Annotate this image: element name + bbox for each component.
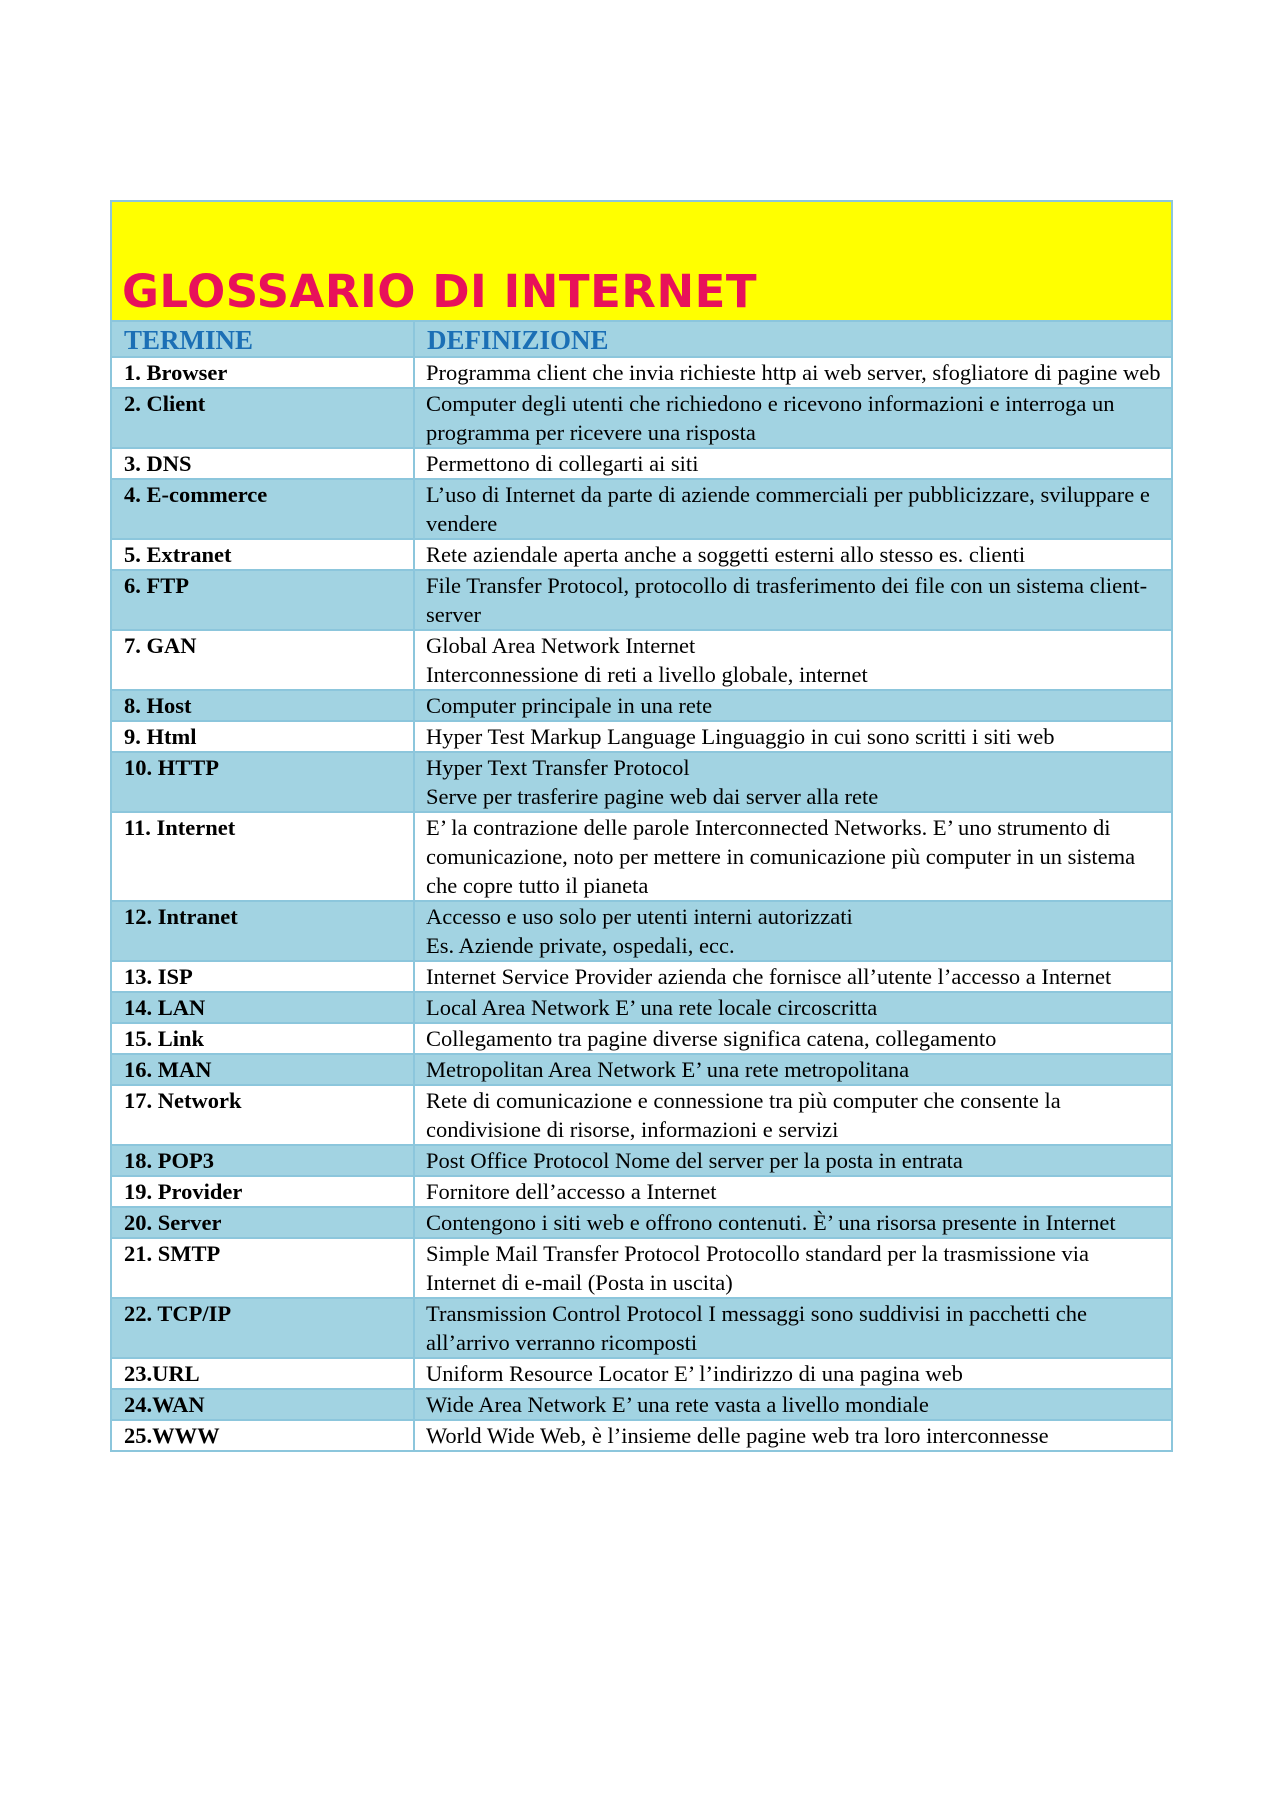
table-row [111, 721, 1172, 752]
table-row [111, 961, 1172, 992]
definition-column-header: DEFINIZIONE [414, 321, 1172, 357]
term-cell: 9. Html [111, 721, 414, 752]
term-cell: 2. Client [111, 388, 414, 448]
term-cell: 22. TCP/IP [111, 1298, 414, 1358]
table-row [111, 1145, 1172, 1176]
term-cell: 7. GAN [111, 630, 414, 690]
term-column-header: TERMINE [111, 321, 414, 357]
table-row [111, 479, 1172, 539]
definition-cell [414, 901, 1172, 961]
definition-text: L’uso di Internet da parte di aziende commerciali per pubblicizzare, sviluppare e vendere [426, 482, 1150, 536]
definition-text: Global Area Network Internet [426, 633, 696, 658]
definition-text: Uniform Resource Locator E’ l’indirizzo di una pagina web [426, 1361, 963, 1386]
definition-cell [414, 539, 1172, 570]
title-row [111, 201, 1172, 321]
definition-cell [414, 1420, 1172, 1451]
definition-text: Metropolitan Area Network E’ una rete metropolitana [426, 1057, 910, 1082]
table-row [111, 1085, 1172, 1145]
term-cell: 6. FTP [111, 570, 414, 630]
term-cell: 18. POP3 [111, 1145, 414, 1176]
definition-cell [414, 1389, 1172, 1420]
page-title: GLOSSARIO DI INTERNET [122, 265, 758, 318]
definition-text: Fornitore dell’accesso a Internet [426, 1179, 717, 1204]
table-row [111, 448, 1172, 479]
term-cell: 10. HTTP [111, 752, 414, 812]
definition-text: Computer principale in una rete [426, 693, 713, 718]
term-cell: 21. SMTP [111, 1238, 414, 1298]
definition-text: File Transfer Protocol, protocollo di trasferimento dei file con un sistema client-server [426, 573, 1148, 627]
table-row [111, 1207, 1172, 1238]
term-cell: 15. Link [111, 1023, 414, 1054]
term-cell: 12. Intranet [111, 901, 414, 961]
term-cell: 5. Extranet [111, 539, 414, 570]
definition-cell [414, 1238, 1172, 1298]
table-row [111, 992, 1172, 1023]
definition-cell [414, 752, 1172, 812]
table-row [111, 630, 1172, 690]
definition-cell [414, 690, 1172, 721]
definition-cell [414, 630, 1172, 690]
definition-text: Post Office Protocol Nome del server per la posta in entrata [426, 1148, 963, 1173]
table-row [111, 752, 1172, 812]
term-cell: 13. ISP [111, 961, 414, 992]
definition-text: World Wide Web, è l’insieme delle pagine web tra loro interconnesse [426, 1423, 1049, 1448]
table-row [111, 539, 1172, 570]
definition-text: Collegamento tra pagine diverse significa catena, collegamento [426, 1026, 997, 1051]
definition-text: Programma client che invia richieste http ai web server, sfogliatore di pagine web [426, 360, 1161, 385]
term-cell: 16. MAN [111, 1054, 414, 1085]
table-row [111, 1389, 1172, 1420]
term-cell: 19. Provider [111, 1176, 414, 1207]
definition-cell [414, 357, 1172, 388]
definition-cell [414, 1085, 1172, 1145]
definition-text: Accesso e uso solo per utenti interni autorizzati [426, 904, 853, 929]
definition-text: Wide Area Network E’ una rete vasta a livello mondiale [426, 1392, 929, 1417]
table-row [111, 901, 1172, 961]
definition-cell [414, 1023, 1172, 1054]
definition-text: Contengono i siti web e offrono contenuti. È’ una risorsa presente in Internet [426, 1210, 1116, 1235]
term-cell: 3. DNS [111, 448, 414, 479]
definition-cell [414, 1207, 1172, 1238]
table-row [111, 1358, 1172, 1389]
term-cell: 17. Network [111, 1085, 414, 1145]
definition-cell [414, 448, 1172, 479]
table-row [111, 570, 1172, 630]
table-row [111, 812, 1172, 901]
definition-cell [414, 721, 1172, 752]
table-row [111, 357, 1172, 388]
term-cell: 23.URL [111, 1358, 414, 1389]
definition-text: Internet Service Provider azienda che fornisce all’utente l’accesso a Internet [426, 964, 1112, 989]
glossary-table [110, 200, 1173, 1452]
definition-cell [414, 1358, 1172, 1389]
definition-text: Rete di comunicazione e connessione tra più computer che consente la condivisione di risorse, informazioni e servizi [426, 1088, 1061, 1142]
term-cell: 24.WAN [111, 1389, 414, 1420]
term-cell: 8. Host [111, 690, 414, 721]
term-cell: 20. Server [111, 1207, 414, 1238]
definition-text: Transmission Control Protocol I messaggi sono suddivisi in pacchetti che all’arrivo verranno ricomposti [426, 1301, 1088, 1355]
definition-cell [414, 479, 1172, 539]
definition-text: Local Area Network E’ una rete locale circoscritta [426, 995, 878, 1020]
term-cell: 1. Browser [111, 357, 414, 388]
definition-cell [414, 812, 1172, 901]
term-cell: 14. LAN [111, 992, 414, 1023]
definition-cell [414, 1176, 1172, 1207]
definition-text-line-2: Interconnessione di reti a livello globale, internet [426, 662, 868, 687]
definition-cell [414, 1145, 1172, 1176]
definition-cell [414, 570, 1172, 630]
definition-text: Hyper Test Markup Language Linguaggio in cui sono scritti i siti web [426, 724, 1055, 749]
definition-text: Simple Mail Transfer Protocol Protocollo standard per la trasmissione via Internet di e-mail (Posta in uscita) [426, 1241, 1090, 1295]
table-row [111, 1420, 1172, 1451]
definition-cell [414, 388, 1172, 448]
table-row [111, 1054, 1172, 1085]
definition-text: Hyper Text Transfer Protocol [426, 755, 690, 780]
table-row [111, 388, 1172, 448]
table-row [111, 1298, 1172, 1358]
table-row [111, 690, 1172, 721]
definition-text: Permettono di collegarti ai siti [426, 451, 699, 476]
title-cell [111, 201, 1172, 321]
definition-text-line-2: Es. Aziende private, ospedali, ecc. [426, 933, 735, 958]
definition-text-line-2: Serve per trasferire pagine web dai server alla rete [426, 784, 879, 809]
definition-cell [414, 961, 1172, 992]
definition-cell [414, 1054, 1172, 1085]
definition-text: Computer degli utenti che richiedono e ricevono informazioni e interroga un programma per ricevere una risposta [426, 391, 1115, 445]
definition-cell [414, 992, 1172, 1023]
term-cell: 11. Internet [111, 812, 414, 901]
table-row [111, 1176, 1172, 1207]
term-cell: 4. E-commerce [111, 479, 414, 539]
definition-text: E’ la contrazione delle parole Interconnected Networks. E’ uno strumento di comunicazione, noto per mettere in comunicazione più computer in un sistema che copre tutto il pianeta [426, 815, 1136, 898]
term-cell: 25.WWW [111, 1420, 414, 1451]
definition-text: Rete aziendale aperta anche a soggetti esterni allo stesso es. clienti [426, 542, 1026, 567]
header-row [111, 321, 1172, 357]
table-row [111, 1238, 1172, 1298]
table-row [111, 1023, 1172, 1054]
definition-cell [414, 1298, 1172, 1358]
